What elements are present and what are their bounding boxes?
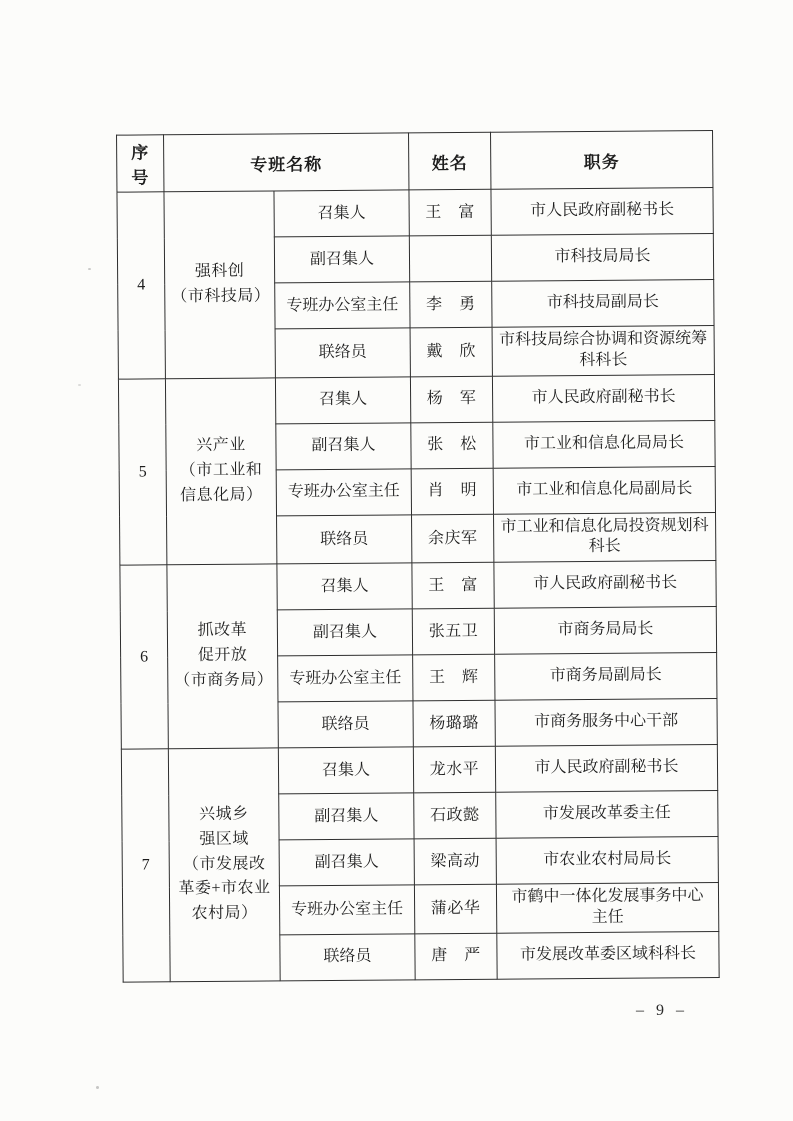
position-cell: 市发展改革委主任 bbox=[496, 791, 718, 839]
position-cell: 市工业和信息化局副局长 bbox=[493, 466, 715, 514]
name-cell: 王 辉 bbox=[413, 654, 495, 701]
name-cell: 梁高动 bbox=[414, 838, 496, 885]
name-cell: 余庆军 bbox=[412, 514, 494, 563]
role-cell: 专班办公室主任 bbox=[278, 655, 413, 702]
role-cell: 联络员 bbox=[280, 934, 415, 981]
role-cell: 专班办公室主任 bbox=[275, 282, 410, 329]
position-cell: 市商务服务中心干部 bbox=[495, 699, 717, 747]
role-cell: 联络员 bbox=[278, 701, 413, 748]
role-cell: 联络员 bbox=[275, 328, 410, 378]
position-cell: 市科技局综合协调和资源统筹 科科长 bbox=[492, 325, 714, 375]
role-cell: 召集人 bbox=[278, 747, 413, 794]
position-cell: 市人民政府副秘书长 bbox=[492, 374, 714, 422]
position-cell: 市工业和信息化局局长 bbox=[493, 420, 715, 468]
name-cell: 李 勇 bbox=[410, 281, 492, 328]
name-cell: 龙水平 bbox=[413, 746, 495, 793]
header-index: 序号 bbox=[117, 135, 164, 192]
name-cell: 杨璐璐 bbox=[413, 700, 495, 747]
scan-speck bbox=[96, 1086, 99, 1089]
role-cell: 副召集人 bbox=[276, 422, 411, 469]
page-number: – 9 – bbox=[636, 1002, 688, 1019]
name-cell: 蒲必华 bbox=[414, 884, 496, 933]
role-cell: 副召集人 bbox=[279, 839, 414, 886]
table-row bbox=[118, 374, 714, 425]
group-index: 4 bbox=[117, 192, 165, 379]
role-cell: 副召集人 bbox=[274, 236, 409, 283]
group-team-name: 强科创 （市科技局） bbox=[164, 191, 275, 378]
role-cell: 召集人 bbox=[275, 376, 410, 423]
name-cell: 杨 军 bbox=[410, 376, 492, 423]
name-cell: 张 松 bbox=[411, 422, 493, 469]
name-cell: 戴 欣 bbox=[410, 327, 492, 376]
scan-speck bbox=[78, 384, 81, 386]
group-index: 5 bbox=[118, 378, 166, 565]
name-cell: 王 富 bbox=[412, 562, 494, 609]
position-cell: 市人民政府副秘书长 bbox=[491, 187, 713, 235]
header-row bbox=[117, 130, 713, 192]
position-cell: 市鹤中一体化发展事务中心 主任 bbox=[496, 883, 718, 933]
role-cell: 召集人 bbox=[277, 563, 412, 610]
position-cell: 市科技局副局长 bbox=[492, 279, 714, 327]
group-team-name: 兴产业 （市工业和 信息化局） bbox=[165, 378, 276, 565]
position-cell: 市商务局局长 bbox=[494, 607, 716, 655]
table-row bbox=[117, 187, 713, 238]
role-cell: 专班办公室主任 bbox=[279, 885, 414, 935]
table-row bbox=[121, 745, 717, 796]
position-cell: 市农业农村局局长 bbox=[496, 837, 718, 885]
header-name: 姓名 bbox=[409, 132, 491, 190]
role-cell: 专班办公室主任 bbox=[276, 468, 411, 515]
role-cell: 召集人 bbox=[274, 190, 409, 237]
role-cell: 副召集人 bbox=[277, 609, 412, 656]
name-cell: 肖 明 bbox=[411, 468, 493, 515]
position-cell: 市人民政府副秘书长 bbox=[494, 561, 716, 609]
name-cell: 王 富 bbox=[409, 189, 491, 236]
position-cell: 市商务局副局长 bbox=[495, 653, 717, 701]
role-cell: 副召集人 bbox=[279, 793, 414, 840]
header-team-name: 专班名称 bbox=[164, 133, 409, 192]
roster-table bbox=[116, 130, 720, 982]
scan-speck bbox=[88, 268, 91, 270]
name-cell bbox=[409, 235, 491, 282]
role-cell: 联络员 bbox=[277, 514, 412, 564]
group-team-name: 兴城乡 强区域 （市发展改 革委+市农业 农村局） bbox=[168, 748, 280, 981]
table-row bbox=[120, 561, 716, 612]
group-index: 6 bbox=[120, 565, 168, 749]
group-team-name: 抓改革 促开放 （市商务局） bbox=[167, 564, 278, 749]
name-cell: 张五卫 bbox=[412, 608, 494, 655]
position-cell: 市人民政府副秘书长 bbox=[495, 745, 717, 793]
position-cell: 市发展改革委区域科科长 bbox=[497, 931, 719, 979]
header-position: 职务 bbox=[491, 130, 713, 189]
roster-table-wrap bbox=[116, 130, 719, 982]
group-index: 7 bbox=[121, 749, 170, 982]
name-cell: 石政懿 bbox=[414, 792, 496, 839]
name-cell: 唐 严 bbox=[415, 933, 497, 980]
position-cell: 市工业和信息化局投资规划科 科长 bbox=[494, 512, 716, 562]
position-cell: 市科技局局长 bbox=[491, 233, 713, 281]
